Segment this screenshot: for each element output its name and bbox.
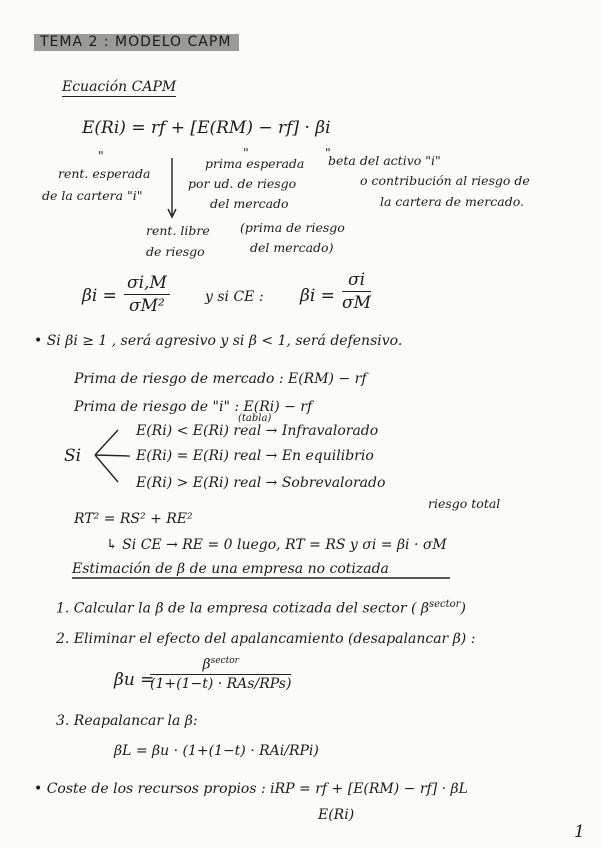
label-beta-2: o contribución al riesgo de xyxy=(360,173,530,188)
step-2: 2. Eliminar el efecto del apalancamiento (desapalancar β) : xyxy=(56,631,476,647)
prima-riesgo-i: Prima de riesgo de "i" : E(Ri) − rf xyxy=(74,399,313,415)
step-1-text: 1. Calcular la β de la empresa cotizada del sector ( β xyxy=(56,600,429,617)
beta-ce-lhs: βi = xyxy=(300,286,335,306)
label-rent-libre-1: rent. libre xyxy=(146,223,210,238)
beta-u-num-symbol: β xyxy=(202,656,211,673)
section-heading-estimacion: Estimación de β de una empresa no cotizada xyxy=(72,561,389,577)
label-beta-1: beta del activo "i" xyxy=(328,153,441,168)
page-title: TEMA 2 : MODELO CAPM xyxy=(34,34,239,51)
ditto-mark: " xyxy=(98,148,104,163)
beta-u-den: (1+(1−t) · RAs/RPs) xyxy=(150,675,292,692)
page-number: 1 xyxy=(574,822,585,842)
ditto-mark: " xyxy=(325,145,331,160)
beta-u-fraction xyxy=(150,656,291,692)
beta-l-formula: βL = βu · (1+(1−t) · RAi/RPi) xyxy=(114,743,319,759)
riesgo-total-note: riesgo total xyxy=(428,496,501,511)
label-prima-2: por ud. de riesgo xyxy=(188,176,297,191)
case-sobrevalorado: E(Ri) > E(Ri) real → Sobrevalorado xyxy=(136,475,386,491)
case-equilibrio: E(Ri) = E(Ri) real → En equilibrio xyxy=(136,448,374,464)
beta-ce-den: σM xyxy=(342,293,372,313)
label-beta-3: la cartera de mercado. xyxy=(380,194,525,209)
step-3: 3. Reapalancar la β: xyxy=(56,713,198,729)
beta-ce-fraction xyxy=(342,270,371,313)
beta-u-lhs: βu = xyxy=(114,670,155,690)
si-label: Si xyxy=(64,446,82,466)
label-prima-mercado-1: (prima de riesgo xyxy=(240,220,345,235)
label-rent-esperada-1: rent. esperada xyxy=(58,166,151,181)
step-1-sup: sector xyxy=(428,599,461,610)
beta-u-num xyxy=(150,656,291,675)
beta-formula-fraction xyxy=(124,273,170,316)
beta-formula-num: σi,M xyxy=(124,273,170,295)
section-heading-capm: Ecuación CAPM xyxy=(62,79,177,95)
beta-u-num-sup: sector xyxy=(210,656,239,666)
ditto-mark: " xyxy=(243,145,249,160)
label-prima-1: prima esperada xyxy=(205,156,305,171)
rt-equation: RT² = RS² + RE² xyxy=(74,511,193,527)
tabla-note: (tabla) xyxy=(238,413,272,424)
prima-riesgo-mercado: Prima de riesgo de mercado : E(RM) − rf xyxy=(74,371,367,387)
coste-sub: E(Ri) xyxy=(318,807,355,823)
step-1-close: ) xyxy=(460,600,466,617)
beta-formula-den: σM² xyxy=(129,296,165,316)
beta-ce-num: σi xyxy=(342,270,371,292)
capm-equation: E(Ri) = rf + [E(RM) − rf] · βi xyxy=(82,118,331,138)
label-prima-mercado-2: del mercado) xyxy=(250,240,334,255)
coste-recursos-propios: • Coste de los recursos propios : iRP = rf + [E(RM) − rf] · βL xyxy=(34,781,468,797)
y-si-ce: y si CE : xyxy=(205,289,264,305)
bullet-beta: • Si βi ≥ 1 , será agresivo y si β < 1, será defensivo. xyxy=(34,333,403,349)
ce-line: ↳ Si CE → RE = 0 luego, RT = RS y σi = βi · σM xyxy=(106,537,447,553)
label-prima-3: del mercado xyxy=(210,196,289,211)
beta-formula-lhs: βi = xyxy=(82,286,117,306)
step-1 xyxy=(56,600,466,616)
label-rent-esperada-2: de la cartera "i" xyxy=(42,188,143,203)
label-rent-libre-2: de riesgo xyxy=(146,244,205,259)
case-infravalorado: E(Ri) < E(Ri) real → Infravalorado xyxy=(136,423,379,439)
